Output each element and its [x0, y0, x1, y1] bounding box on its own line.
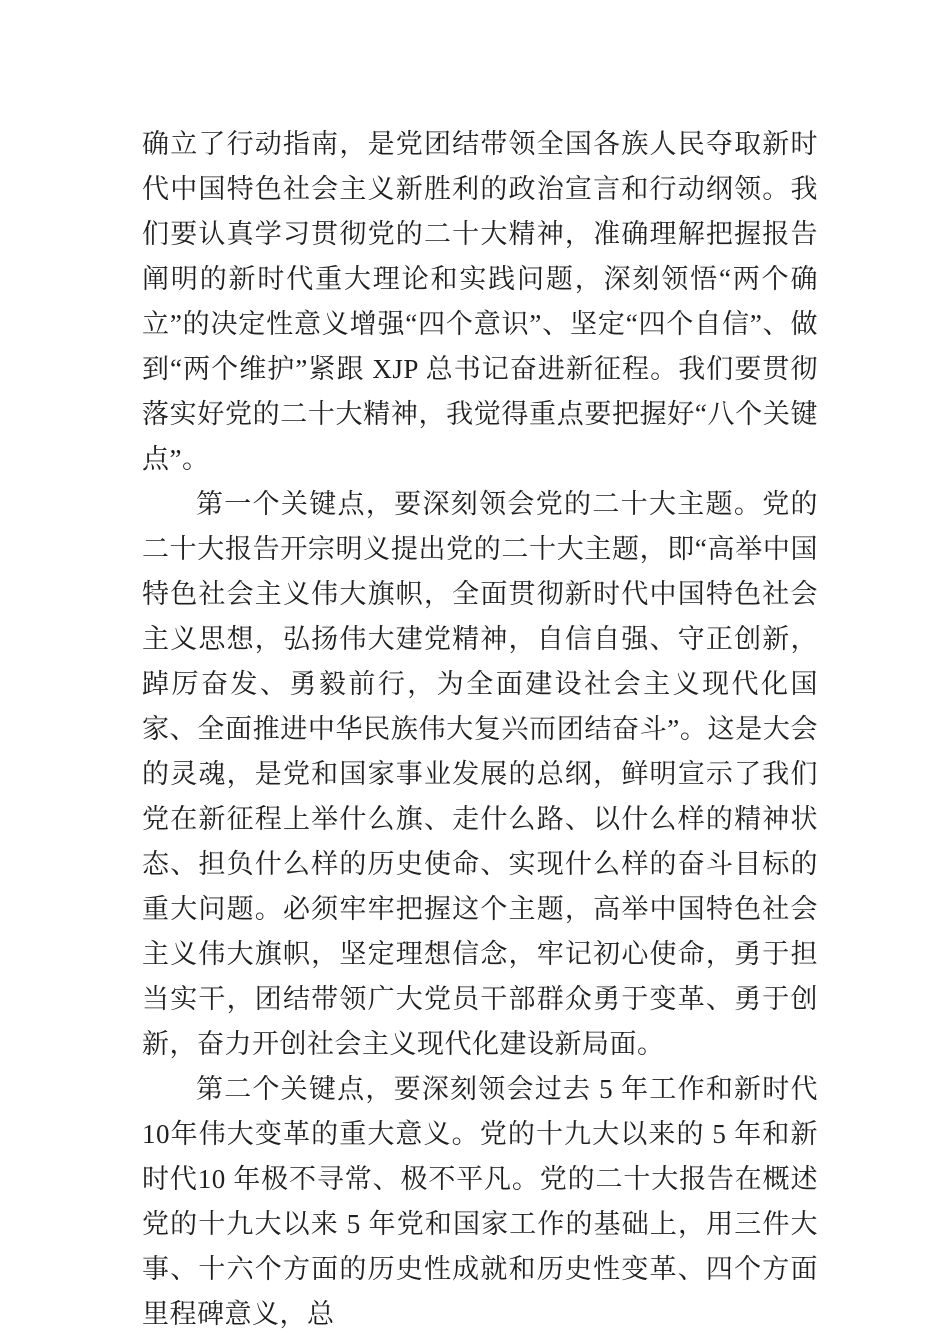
paragraph-second-key-point: 第二个关键点，要深刻领会过去 5 年工作和新时代 10年伟大变革的重大意义。党的十九大以来的 5 年和新时代10 年极不寻常、极不平凡。党的二十大报告在概述党的十九大以来 5 年党和国家工作的基础上，用三件大事、十六个方面的历史性成就和历史性变革、四个方面里程碑意义，总 — [142, 1074, 818, 1329]
paragraph-continuation: 确立了行动指南，是党团结带领全国各族人民夺取新时代中国特色社会主义新胜利的政治宣言和行动纲领。我们要认真学习贯彻党的二十大精神，准确理解把握报告阐明的新时代重大理论和实践问题，深刻领悟“两个确立”的决定性意义增强“四个意识”、坚定“四个自信”、做到“两个维护”紧跟 XJP 总书记奋进新征程。我们要贯彻落实好党的二十大精神，我觉得重点要把握好“八个关键点”。 — [142, 129, 818, 474]
document-text-block — [142, 122, 818, 1337]
paragraph-first-key-point: 第一个关键点，要深刻领会党的二十大主题。党的二十大报告开宗明义提出党的二十大主题，即“高举中国特色社会主义伟大旗帜，全面贯彻新时代中国特色社会主义思想，弘扬伟大建党精神，自信自强、守正创新，踔厉奋发、勇毅前行，为全面建设社会主义现代化国家、全面推进中华民族伟大复兴而团结奋斗”。这是大会的灵魂，是党和国家事业发展的总纲，鲜明宣示了我们党在新征程上举什么旗、走什么路、以什么样的精神状态、担负什么样的历史使命、实现什么样的奋斗目标的重大问题。必须牢牢把握这个主题，高举中国特色社会主义伟大旗帜，坚定理想信念，牢记初心使命，勇于担当实干，团结带领广大党员干部群众勇于变革、勇于创新，奋力开创社会主义现代化建设新局面。 — [142, 489, 818, 1059]
